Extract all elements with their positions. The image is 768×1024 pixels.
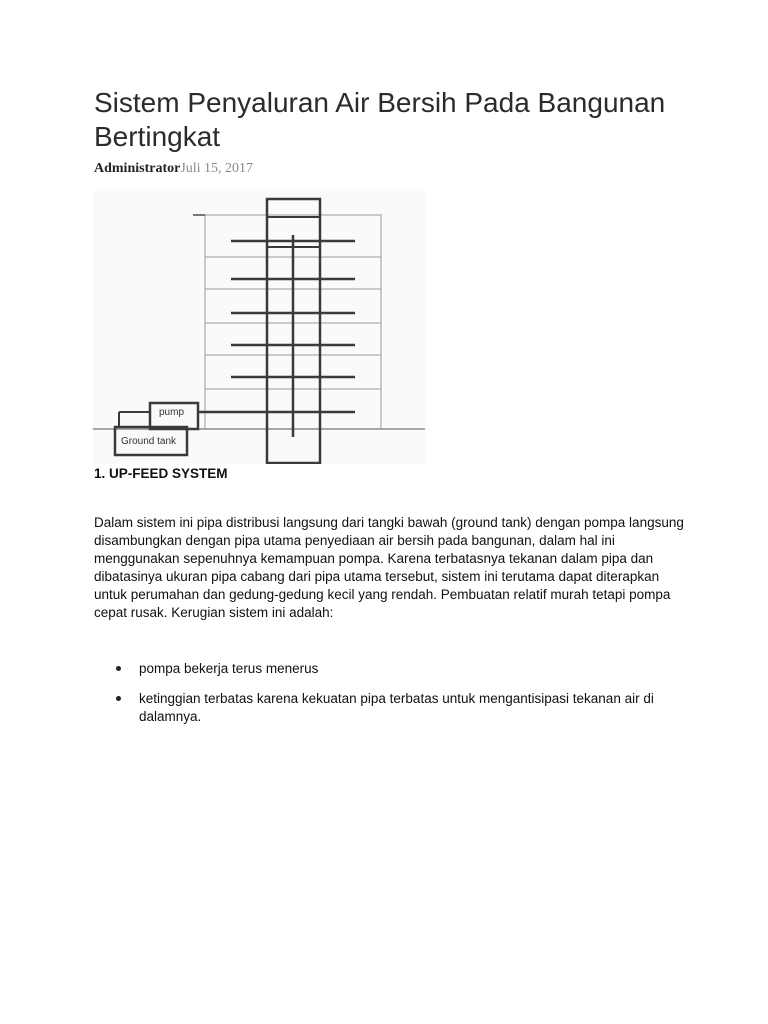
section-heading: 1. UP-FEED SYSTEM <box>94 466 228 481</box>
pump-label: pump <box>159 407 185 418</box>
author-name[interactable]: Administrator <box>94 161 181 176</box>
disadvantages-list <box>94 660 684 738</box>
article-title: Sistem Penyaluran Air Bersih Pada Bangunan Bertingkat <box>94 87 666 152</box>
diagram-background <box>93 191 425 464</box>
list-item <box>94 660 684 678</box>
list-item-text: ketinggian terbatas karena kekuatan pipa terbatas untuk mengantisipasi tekanan air di dalamnya. <box>139 691 654 724</box>
publish-date: Juli 15, 2017 <box>180 161 254 176</box>
ground-tank-label: Ground tank <box>121 436 177 447</box>
section-paragraph: Dalam sistem ini pipa distribusi langsung dari tangki bawah (ground tank) dengan pompa langsung disambungkan dengan pipa utama penyediaan air bersih pada bangunan, dalam hal ini menggunakan sepenuhnya kemampuan pompa. Karena terbatasnya tekanan dalam pipa dan dibatasinya ukuran pipa cabang dari pipa utama tersebut, sistem ini terutama dapat diterapkan untuk perumahan dan gedung-gedung kecil yang rendah. Pembuatan relatif murah tetapi pompa cepat rusak. Kerugian sistem ini adalah: <box>94 515 684 620</box>
diagram-svg <box>93 191 425 464</box>
up-feed-diagram <box>93 191 425 464</box>
byline <box>94 160 253 178</box>
list-item <box>94 690 684 726</box>
list-item-text: pompa bekerja terus menerus <box>139 661 319 676</box>
bullet-icon <box>116 696 121 701</box>
bullet-icon <box>116 666 121 671</box>
